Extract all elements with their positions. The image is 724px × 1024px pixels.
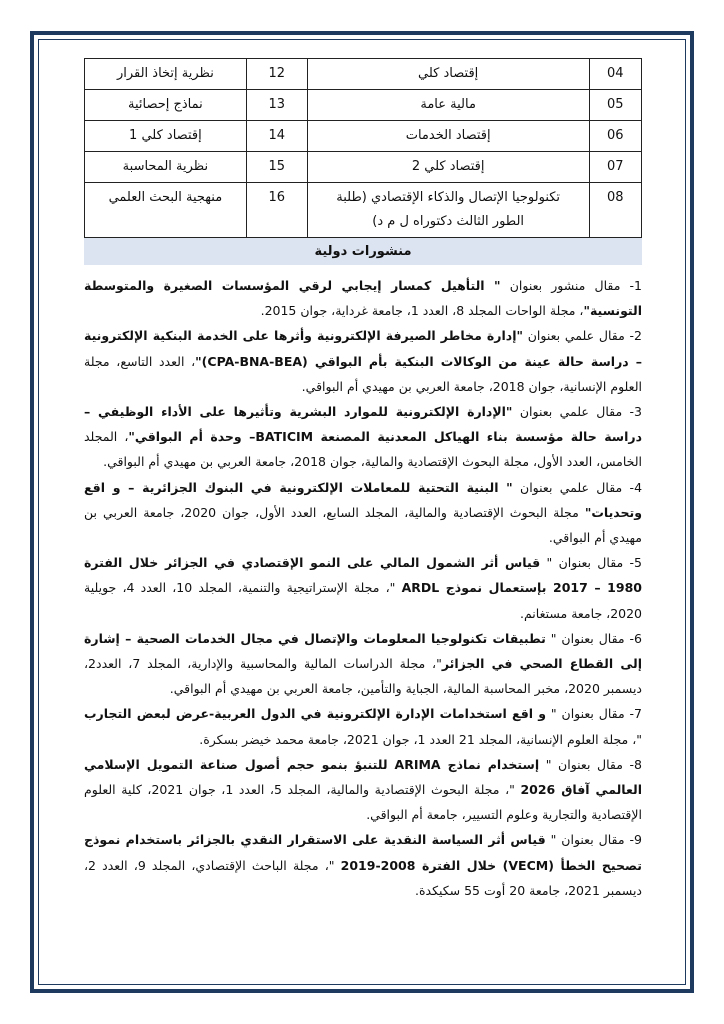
pub-prefix: 5- مقال بعنوان " bbox=[540, 555, 642, 571]
pub-title: "الإدارة الإلكترونية للموارد البشرية وتأثيرها على الأداء الوظيفي – دراسة حالة مؤسسة بناء الهياكل المعدنية المصنعة BATICIM– وحدة أم البواقي" bbox=[84, 404, 642, 445]
list-item bbox=[84, 399, 642, 475]
pub-details: ، العدد التاسع، مجلة العلوم الإنسانية، جوان 2018، جامعة العربي بن مهيدي أم البواقي. bbox=[84, 353, 642, 394]
pub-details: "، مجلة الدراسات المالية والمحاسبية والإدارية، المجلد 7، العدد2، ديسمبر 2020، مخبر المحاسبة المالية، الجباية والتأمين، جامعة العربي بن مهيدي أم البواقي. bbox=[84, 656, 642, 697]
list-item bbox=[84, 827, 642, 903]
course-title: نظرية المحاسبة bbox=[85, 152, 247, 183]
course-title: إقتصاد كلي 1 bbox=[85, 121, 247, 152]
courses-table bbox=[84, 58, 642, 238]
pub-details: ، المجلد الخامس، العدد الأول، مجلة البحوث الإقتصادية والمالية، جوان 2018، جامعة العربي بن مهيدي أم البواقي. bbox=[84, 429, 642, 470]
pub-details: "، مجلة الباحث الإقتصادي، المجلد 9، العدد 2، ديسمبر 2021، جامعة 20 أوت 55 سكيكدة. bbox=[84, 857, 642, 898]
table-row bbox=[85, 121, 642, 152]
publications-list bbox=[84, 273, 642, 903]
list-item bbox=[84, 323, 642, 399]
course-number: 08 bbox=[589, 183, 641, 238]
course-number: 06 bbox=[589, 121, 641, 152]
course-title: إقتصاد الخدمات bbox=[307, 121, 589, 152]
pub-prefix: 8- مقال بعنوان " bbox=[539, 756, 642, 772]
pub-title: قياس أثر الشمول المالي على النمو الإقتصادي في الجزائر خلال الفترة 1980 – 2017 بإستعمال نموذج ARDL bbox=[84, 555, 642, 596]
course-title: مالية عامة bbox=[307, 90, 589, 121]
pub-details: "، مجلة العلوم الإنسانية، المجلد 21 العدد 1، جوان 2021، جامعة محمد خيضر بسكرة. bbox=[199, 731, 642, 747]
course-number: 05 bbox=[589, 90, 641, 121]
pub-title: قياس أثر السياسة النقدية على الاستقرار النقدي بالجزائر باستخدام نموذج تصحيح الخطأ (VECM) خلال الفترة 2008-2019 bbox=[84, 832, 642, 873]
course-number: 04 bbox=[589, 59, 641, 90]
course-number: 13 bbox=[246, 90, 307, 121]
list-item bbox=[84, 273, 642, 323]
course-number: 12 bbox=[246, 59, 307, 90]
course-title-line: تكنولوجيا الإتصال والذكاء الإقتصادي (طلبة bbox=[336, 190, 561, 205]
pub-title: " التأهيل كمسار إيجابي لرقي المؤسسات الصغيرة والمتوسطة التونسية" bbox=[84, 278, 642, 319]
table-row bbox=[85, 90, 642, 121]
list-item bbox=[84, 626, 642, 702]
course-title: إقتصاد كلي bbox=[307, 59, 589, 90]
course-title: إقتصاد كلي 2 bbox=[307, 152, 589, 183]
course-title-line: الطور الثالث دكتوراه ل م د) bbox=[372, 214, 525, 229]
course-number: 16 bbox=[246, 183, 307, 238]
pub-prefix: 4- مقال علمي بعنوان bbox=[512, 479, 643, 495]
pub-prefix: 6- مقال بعنوان " bbox=[545, 630, 642, 646]
pub-details: "، مجلة الإستراتيجية والتنمية، المجلد 10، العدد 4، جويلية 2020، جامعة مستغانم. bbox=[84, 580, 642, 621]
pub-details: "، مجلة البحوث الإقتصادية والمالية، المجلد 5، العدد 1، جوان 2021، كلية العلوم الإقتصادية والتجارية وعلوم التسيير، جامعة أم البواقي. bbox=[84, 782, 642, 823]
pub-prefix: 2- مقال علمي بعنوان bbox=[523, 328, 642, 344]
pub-prefix: 1- مقال منشور بعنوان bbox=[500, 278, 642, 293]
list-item bbox=[84, 475, 642, 551]
course-title bbox=[307, 183, 589, 238]
list-item bbox=[84, 752, 642, 828]
section-title: منشورات دولية bbox=[84, 238, 642, 265]
pub-prefix: 9- مقال بعنوان " bbox=[545, 832, 642, 848]
pub-title: و اقع استخدامات الإدارة الإلكترونية في الدول العربية-عرض لبعض التجارب bbox=[84, 706, 547, 722]
pub-title: "إدارة مخاطر الصيرفة الإلكترونية وأثرها على الخدمة البنكية الإلكترونية – دراسة حالة عينة من الوكالات البنكية بأم البواقي (CPA-BNA-BEA)" bbox=[84, 328, 642, 369]
course-number: 15 bbox=[246, 152, 307, 183]
pub-details: مجلة البحوث الإقتصادية والمالية، المجلد السابع، العدد الأول، جوان 2020، جامعة العربي بن مهيدي أم البواقي. bbox=[84, 504, 642, 546]
pub-details: ، مجلة الواحات المجلد 8، العدد 1، جامعة غرداية، جوان 2015. bbox=[260, 303, 584, 319]
table-row bbox=[85, 152, 642, 183]
pub-title: إستخدام نماذج ARIMA للتنبؤ بنمو حجم أصول صناعة التمويل الإسلامي العالمي آفاق 2026 bbox=[84, 756, 642, 798]
course-title: منهجية البحث العلمي bbox=[85, 183, 247, 238]
list-item bbox=[84, 701, 642, 751]
course-title: نماذج إحصائية bbox=[85, 90, 247, 121]
course-number: 14 bbox=[246, 121, 307, 152]
document-content bbox=[84, 58, 642, 903]
list-item bbox=[84, 550, 642, 626]
course-number: 07 bbox=[589, 152, 641, 183]
pub-title: " البنية التحتية للمعاملات الإلكترونية في البنوك الجزائرية – و اقع وتحديات" bbox=[84, 479, 642, 520]
pub-prefix: 3- مقال علمي بعنوان bbox=[512, 404, 642, 420]
pub-prefix: 7- مقال بعنوان " bbox=[546, 706, 642, 722]
table-row bbox=[85, 59, 642, 90]
table-row bbox=[85, 183, 642, 238]
pub-title: تطبيقات تكنولوجيا المعلومات والإتصال في مجال الخدمات الصحية – إشارة إلى القطاع الصحي في الجزائر bbox=[84, 630, 642, 672]
course-title: نظرية إتخاذ القرار bbox=[85, 59, 247, 90]
